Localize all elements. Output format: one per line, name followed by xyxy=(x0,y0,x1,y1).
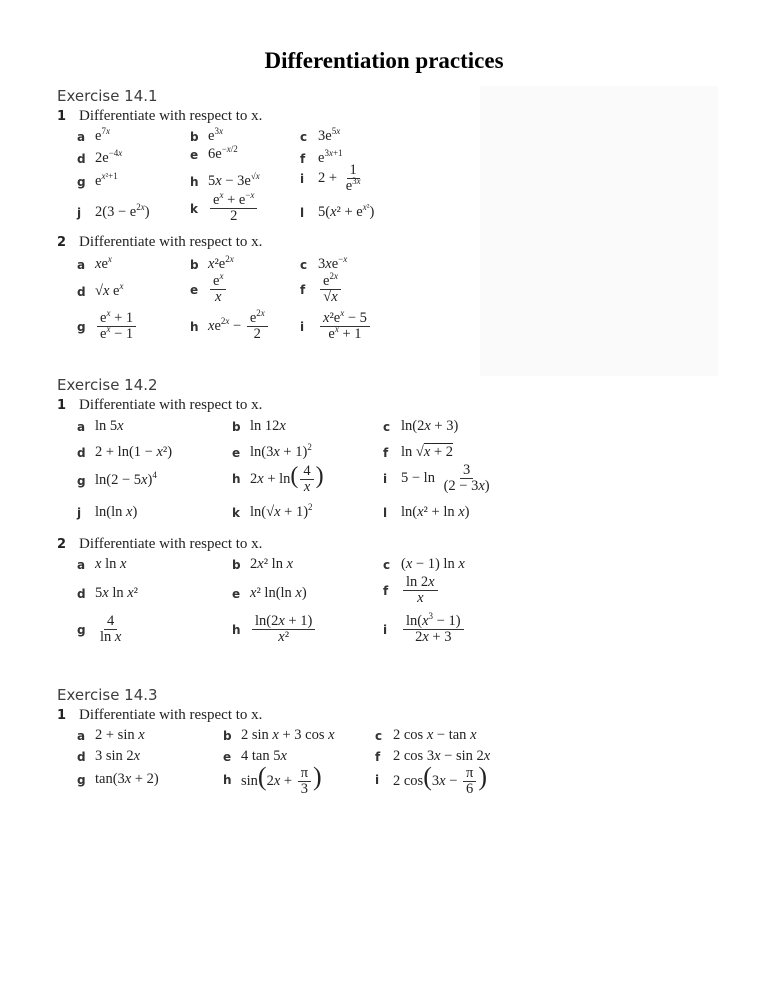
math-expression: x² ln(ln x) xyxy=(250,585,307,601)
math-expression: $\frac{e^x}{x}$ xyxy=(208,274,228,305)
item-label: l xyxy=(383,505,388,520)
list-item xyxy=(232,585,307,602)
list-item xyxy=(77,504,137,521)
math-expression: 2 cos(3x − $\frac{\pi}{6}$ ) xyxy=(393,762,488,798)
math-expression: 2 + sin x xyxy=(95,727,145,743)
list-item xyxy=(232,504,313,521)
math-expression: $5x - 3e^{√x}$ xyxy=(208,171,260,189)
math-expression: 2 + $\frac{1}{e^{3x}}$ xyxy=(318,162,361,194)
list-item xyxy=(383,463,495,494)
list-item xyxy=(77,418,124,435)
item-label: f xyxy=(375,749,381,764)
math-expression: $x^2e^{2x}$ xyxy=(208,254,234,272)
list-item xyxy=(300,163,366,194)
math-expression: $\ln(2 - 5x)^4$ xyxy=(95,470,157,488)
math-expression: tan(3x + 2) xyxy=(95,771,159,787)
item-label: a xyxy=(77,257,86,272)
item-label: b xyxy=(190,129,199,144)
item-label: e xyxy=(190,147,199,162)
list-item xyxy=(223,762,322,797)
list-item xyxy=(232,463,324,495)
item-label: d xyxy=(77,151,86,166)
list-item xyxy=(383,556,465,573)
item-label: a xyxy=(77,557,86,572)
list-item xyxy=(190,271,228,305)
page-title: Differentiation practices xyxy=(264,48,504,73)
math-expression: $e^{7x}$ xyxy=(95,126,110,144)
list-item xyxy=(77,472,157,489)
list-item xyxy=(190,173,260,190)
math-expression: $e^{3x+1}$ xyxy=(318,148,343,166)
math-expression: 2 cos x − tan x xyxy=(393,727,477,743)
item-label: c xyxy=(383,419,391,434)
list-item xyxy=(383,418,458,435)
math-expression: 2x + ln( $\frac{4}{x}$ ) xyxy=(250,463,324,496)
item-label: h xyxy=(232,622,241,637)
list-item xyxy=(232,614,317,645)
question-number: 1 xyxy=(57,708,67,723)
question-prompt xyxy=(57,707,262,724)
item-label: i xyxy=(383,471,388,486)
math-expression: ln(x² + ln x) xyxy=(401,504,470,520)
item-label: f xyxy=(383,445,389,460)
math-expression: 5x ln x² xyxy=(95,585,139,601)
list-item xyxy=(190,146,238,163)
math-expression: 2 sin x + 3 cos x xyxy=(241,727,335,743)
math-expression: $\frac{x^2e^x - 5}{e^x + 1}$ xyxy=(318,311,372,342)
item-label: b xyxy=(190,257,199,272)
item-label: e xyxy=(190,282,199,297)
item-label: g xyxy=(77,622,86,637)
item-label: b xyxy=(232,557,241,572)
item-label: f xyxy=(300,282,306,297)
item-label: i xyxy=(375,772,380,787)
math-expression: 2x² ln x xyxy=(250,556,294,572)
item-label: d xyxy=(77,586,86,601)
list-item xyxy=(383,611,466,645)
math-expression: 5 − ln $\frac{3}{(2 - 3x)}$ xyxy=(401,462,490,494)
math-expression: $\ln(√x + 1)^2$ xyxy=(250,502,313,520)
item-label: a xyxy=(77,728,86,743)
math-expression: ln(2x + 3) xyxy=(401,418,459,434)
item-label: e xyxy=(232,586,241,601)
item-label: d xyxy=(77,749,86,764)
question-text: Differentiate with respect to x. xyxy=(79,234,263,250)
list-item xyxy=(77,308,138,342)
exercise-heading-14-3: Exercise 14.3 xyxy=(57,686,158,704)
math-expression: $\frac{\ln(x^3 - 1)}{2x + 3}$ xyxy=(401,614,466,645)
list-item xyxy=(223,727,335,744)
item-label: c xyxy=(300,129,308,144)
math-expression: $\ln(3x + 1)^2$ xyxy=(250,442,312,460)
question-text: Differentiate with respect to x. xyxy=(79,536,263,552)
list-item xyxy=(232,444,312,461)
item-label: e xyxy=(223,749,232,764)
list-item xyxy=(77,748,140,765)
item-label: j xyxy=(77,505,82,520)
item-label: k xyxy=(190,201,198,216)
item-label: b xyxy=(232,419,241,434)
faded-background-scan xyxy=(480,86,718,376)
math-expression: $6e^{-x/2}$ xyxy=(208,144,238,162)
question-text: Differentiate with respect to x. xyxy=(79,397,263,413)
list-item xyxy=(77,283,123,300)
list-item xyxy=(375,762,487,797)
list-item xyxy=(77,128,110,145)
math-expression: 2 cos 3x − sin 2x xyxy=(393,748,491,764)
item-label: h xyxy=(223,772,232,787)
math-expression: $\frac{e^x + 1}{e^x - 1}$ xyxy=(95,311,138,342)
list-item xyxy=(300,128,340,145)
question-prompt xyxy=(57,108,262,125)
item-label: g xyxy=(77,319,86,334)
list-item xyxy=(190,128,223,145)
item-label: f xyxy=(300,151,306,166)
list-item xyxy=(375,727,477,744)
math-expression: $3e^{5x}$ xyxy=(318,126,341,144)
item-label: d xyxy=(77,445,86,460)
math-expression: $xe^x$ xyxy=(95,254,112,272)
question-number: 2 xyxy=(57,235,67,250)
math-expression: $xe^{2x}$ − $\frac{e^{2x}}{2}$ xyxy=(208,311,270,342)
math-expression: sin(2x + $\frac{\pi}{3}$ ) xyxy=(241,762,322,798)
math-expression: x ln x xyxy=(95,556,127,572)
list-item xyxy=(77,727,145,744)
math-expression: 2 + ln(1 − x²) xyxy=(95,444,173,460)
math-expression: 4 tan 5x xyxy=(241,748,287,764)
math-expression: 3 sin 2x xyxy=(95,748,141,764)
math-expression: $\frac{\ln 2x}{x}$ xyxy=(401,575,440,606)
item-label: b xyxy=(223,728,232,743)
item-label: l xyxy=(300,205,305,220)
item-label: h xyxy=(190,174,199,189)
list-item xyxy=(383,444,453,461)
list-item xyxy=(77,614,126,645)
exercise-heading-14-2: Exercise 14.2 xyxy=(57,376,158,394)
item-label: f xyxy=(383,583,389,598)
list-item xyxy=(300,271,343,305)
list-item xyxy=(77,585,138,602)
list-item xyxy=(232,556,293,573)
item-label: e xyxy=(232,445,241,460)
math-expression: $\frac{4}{\text{ln x}}$ xyxy=(100,613,122,645)
list-item xyxy=(77,771,159,788)
item-label: d xyxy=(77,284,86,299)
item-label: c xyxy=(300,257,308,272)
exercise-heading-14-1: Exercise 14.1 xyxy=(57,87,158,105)
list-item xyxy=(300,204,374,221)
math-expression: $\frac{e^x + e^{-x}}{2}$ xyxy=(208,193,259,224)
math-expression: ln √x + 2 xyxy=(401,444,453,460)
item-label: k xyxy=(232,505,240,520)
question-prompt xyxy=(57,234,262,251)
math-expression: √x $e^x$ xyxy=(95,281,124,299)
question-text: Differentiate with respect to x. xyxy=(79,707,263,723)
item-label: c xyxy=(375,728,383,743)
math-expression: $\frac{\ln(2x + 1)}{\text{x²}}$ xyxy=(250,614,317,645)
item-label: i xyxy=(300,319,305,334)
question-prompt xyxy=(57,536,262,553)
math-expression: ln 5x xyxy=(95,418,124,434)
math-expression: $3xe^{-x}$ xyxy=(318,254,348,272)
list-item xyxy=(232,418,286,435)
question-number: 1 xyxy=(57,109,67,124)
list-item xyxy=(383,504,470,521)
item-label: c xyxy=(383,557,391,572)
item-label: a xyxy=(77,419,86,434)
math-expression: $2e^{-4x}$ xyxy=(95,148,123,166)
list-item xyxy=(77,256,112,273)
math-expression: ln(ln x) xyxy=(95,504,138,520)
math-expression: $\frac{e^{2x}}{√x}$ xyxy=(318,274,343,305)
item-label: g xyxy=(77,772,86,787)
list-item xyxy=(77,204,150,221)
math-expression: $2(3 - e^{2x})$ xyxy=(95,202,150,220)
question-prompt xyxy=(57,397,262,414)
list-item xyxy=(77,444,172,461)
item-label: g xyxy=(77,473,86,488)
item-label: h xyxy=(190,319,199,334)
item-label: g xyxy=(77,174,86,189)
math-expression: $e^{3x}$ xyxy=(208,126,223,144)
list-item xyxy=(300,308,372,342)
item-label: i xyxy=(300,171,305,186)
item-label: h xyxy=(232,472,241,487)
math-expression: ln 12x xyxy=(250,418,286,434)
item-label: j xyxy=(77,205,82,220)
list-item xyxy=(190,256,234,273)
item-label: a xyxy=(77,129,86,144)
list-item xyxy=(190,308,270,342)
list-item xyxy=(77,556,126,573)
list-item xyxy=(190,190,259,224)
list-item xyxy=(77,150,122,167)
list-item xyxy=(383,575,440,606)
list-item xyxy=(77,173,118,190)
question-number: 1 xyxy=(57,398,67,413)
math-expression: $5(x^2 + e^{x^2})$ xyxy=(318,202,375,220)
math-expression: (x − 1) ln x xyxy=(401,556,465,572)
list-item xyxy=(300,256,347,273)
question-text: Differentiate with respect to x. xyxy=(79,108,263,124)
math-expression: $e^{x^2+1}$ xyxy=(95,171,118,189)
question-number: 2 xyxy=(57,537,67,552)
item-label: i xyxy=(383,622,388,637)
